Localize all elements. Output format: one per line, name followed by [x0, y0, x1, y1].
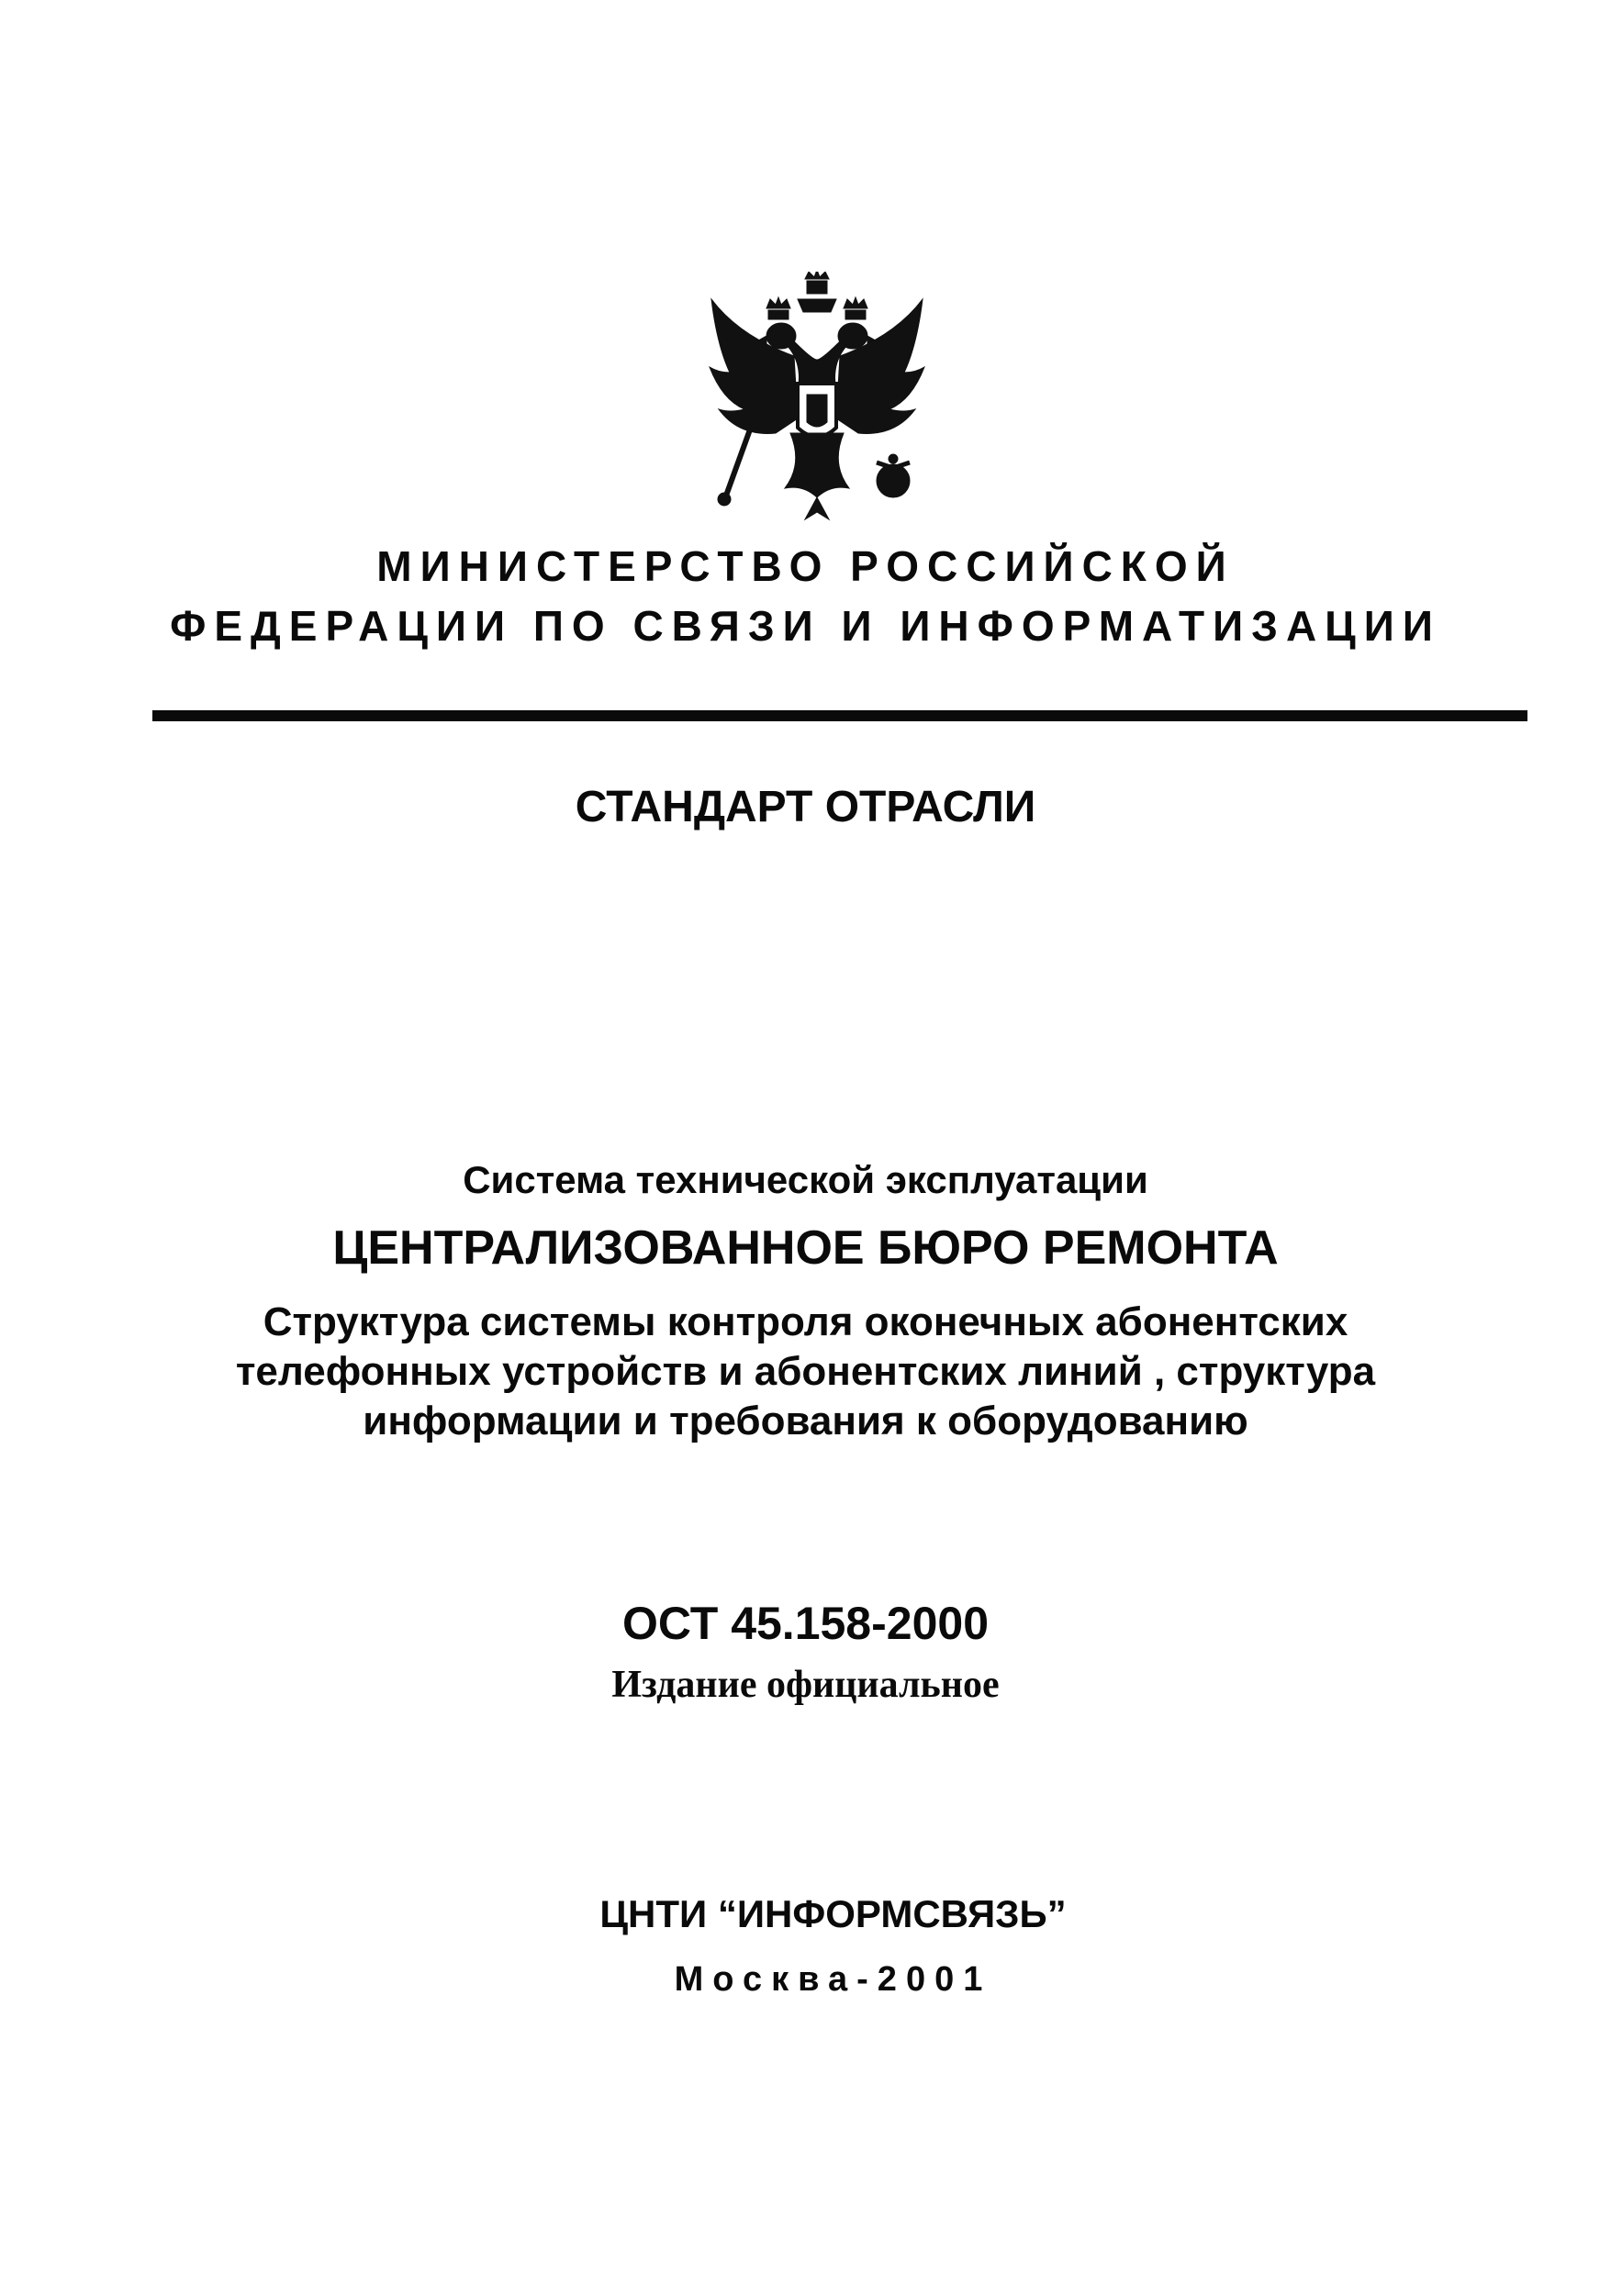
edition-label: Издание официальное	[611, 1664, 1000, 1706]
header-divider	[152, 710, 1527, 721]
ministry-name-line2: ФЕДЕРАЦИИ ПО СВЯЗИ И ИНФОРМАТИЗАЦИИ	[170, 602, 1441, 650]
standard-type: СТАНДАРТ ОТРАСЛИ	[575, 783, 1036, 831]
subtitle-line: информации и требования к оборудованию	[363, 1399, 1248, 1443]
system-title: Система технической эксплуатации	[463, 1158, 1148, 1201]
subtitle-line: телефонных устройств и абонентских линий , структура	[235, 1349, 1376, 1394]
publisher: ЦНТИ “ИНФОРМСВЯЗЬ”	[599, 1892, 1067, 1935]
main-title: ЦЕНТРАЛИЗОВАННОЕ БЮРО РЕМОНТА	[332, 1221, 1279, 1275]
subtitle-line: Структура системы контроля оконечных абонентских	[263, 1299, 1348, 1344]
city-year: Москва-2001	[674, 1960, 992, 1999]
double-headed-eagle-icon	[702, 272, 932, 529]
document-code: ОСТ 45.158-2000	[622, 1598, 989, 1649]
ministry-name-line1: МИНИСТЕРСТВО РОССИЙСКОЙ	[376, 542, 1235, 590]
subtitle	[0, 1298, 1611, 1446]
